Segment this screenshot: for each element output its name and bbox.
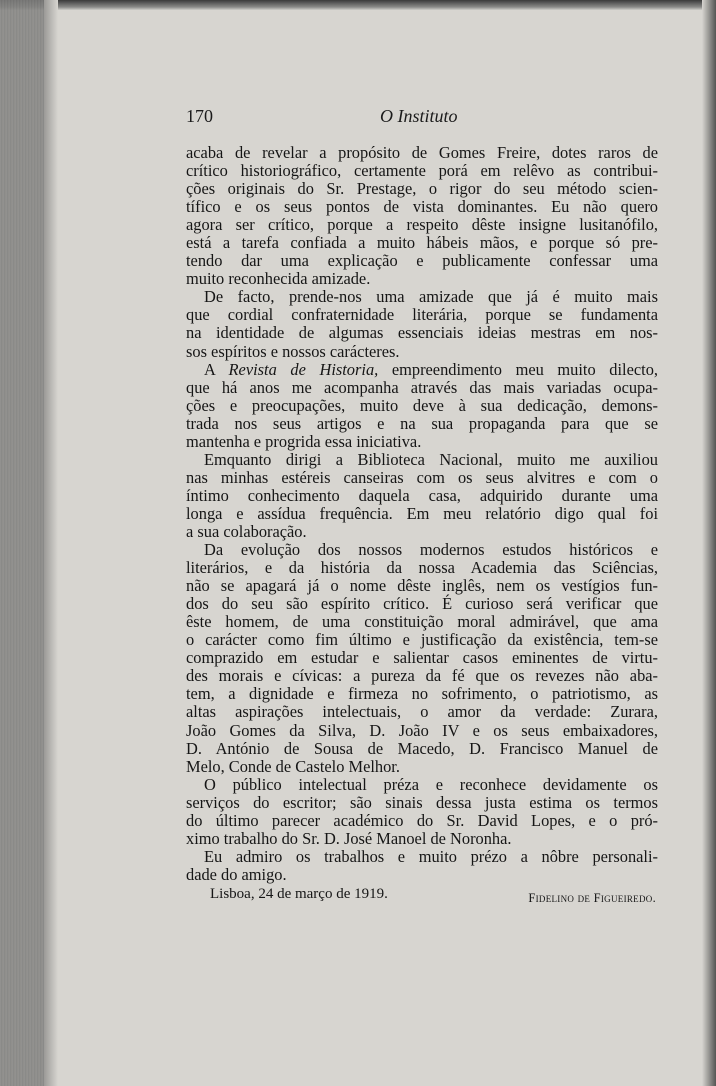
text-line: des morais e cívicas: a pureza da fé que os revezes não aba-: [186, 666, 658, 686]
text-line: tem, a dignidade e firmeza no sofrimento, o patriotismo, as: [186, 684, 658, 704]
text-line: dade do amigo.: [186, 864, 287, 884]
text-line: Melo, Conde de Castelo Melhor.: [186, 756, 400, 776]
revista-line: [186, 361, 658, 379]
text-line: serviços do escritor; são sinais dessa justa estima os termos: [186, 792, 658, 812]
text-line: na identidade de algumas essenciais ideias mestras em nos-: [186, 323, 658, 343]
text-line: O público intelectual préza e reconhece devidamente os: [204, 774, 658, 794]
text-line: ções originais do Sr. Prestage, o rigor do seu método scien-: [186, 179, 658, 199]
text-line: sos espíritos e nossos carácteres.: [186, 341, 400, 361]
text-line: tífico e os seus pontos de vista dominantes. Eu não quero: [186, 197, 658, 217]
text-line: não se apagará já o nome dêste inglês, nem os vestígios fun-: [186, 576, 658, 596]
text-line: ximo trabalho do Sr. D. José Manoel de Noronha.: [186, 828, 512, 848]
text-line: agora ser crítico, porque a respeito dêste insigne lusitanófilo,: [186, 215, 658, 235]
text-line: altas aspirações intelectuais, o amor da verdade: Zurara,: [186, 702, 658, 722]
text-line: João Gomes da Silva, D. João IV e os seus embaixadores,: [186, 720, 658, 740]
text-line: êste homem, de uma constituição moral admirável, que ama: [186, 612, 658, 632]
text-line: acaba de revelar a propósito de Gomes Freire, dotes raros de: [186, 143, 658, 162]
page-right-edge: [702, 0, 716, 1086]
text-line: que cordial confraternidade literária, porque se fundamenta: [186, 305, 658, 325]
text-line: o carácter como fim último e justificação da existência, tem-se: [186, 630, 658, 650]
author-signature: Fidelino de Figueiredo.: [528, 891, 656, 905]
text-line: Eu admiro os trabalhos e muito prézo a nôbre personali-: [204, 846, 658, 866]
text-line: Da evolução dos nossos modernos estudos históricos e: [204, 540, 658, 560]
running-title: O Instituto: [380, 106, 458, 126]
journal-title: Revista de Historia,: [228, 359, 379, 379]
text-line: Emquanto dirigi a Biblioteca Nacional, muito me auxiliou: [204, 449, 658, 469]
text-line: literários, e da história da nossa Academia das Sciências,: [186, 558, 658, 578]
text-line: trada nos seus artigos e na sua propaganda para que se: [186, 413, 658, 433]
revista-line-start: A: [204, 359, 229, 379]
text-line: comprazido em estudar e salientar casos eminentes de virtu-: [186, 648, 658, 668]
text-line: do último parecer académico do Sr. David Lopes, e o pró-: [186, 810, 658, 830]
text-line: crítico historiográfico, certamente porá em relêvo as contribui-: [186, 161, 658, 181]
page-header: [186, 106, 656, 130]
text-line: tendo dar uma explicação e publicamente confessar uma: [186, 251, 658, 271]
text-line: nas minhas estéreis canseiras com os seus alvitres e com o: [186, 467, 658, 487]
text-line: dos do seu são espírito crítico. É curioso será verificar que: [186, 594, 658, 614]
text-line: De facto, prende-nos uma amizade que já é muito mais: [204, 287, 658, 307]
page-top-edge: [0, 0, 716, 10]
text-line: D. António de Sousa de Macedo, D. Francisco Manuel de: [186, 738, 658, 758]
text-line: ções e preocupações, muito deve à sua dedicação, demons-: [186, 395, 658, 415]
body-text: [186, 144, 658, 884]
text-line: a sua colaboração.: [186, 521, 307, 541]
closing: [210, 886, 656, 908]
text-line: muito reconhecida amizade.: [186, 269, 371, 289]
page-number: 170: [186, 106, 213, 126]
gutter-shadow: [44, 0, 58, 1086]
text-line: mantenha e progrida essa iniciativa.: [186, 431, 422, 451]
text-line: íntimo conhecimento daquela casa, adquirido durante uma: [186, 485, 658, 505]
text-line: está a tarefa confiada a muito hábeis mãos, e porque só pre-: [186, 233, 658, 253]
place-date: Lisboa, 24 de março de 1919.: [210, 886, 388, 902]
text-line: que há anos me acompanha através das mais variadas ocupa-: [186, 377, 658, 397]
book-spine-edge: [0, 0, 44, 1086]
text-line: longa e assídua frequência. Em meu relatório digo qual foi: [186, 503, 658, 523]
revista-line-end: empreendimento meu muito dilecto,: [378, 359, 658, 379]
